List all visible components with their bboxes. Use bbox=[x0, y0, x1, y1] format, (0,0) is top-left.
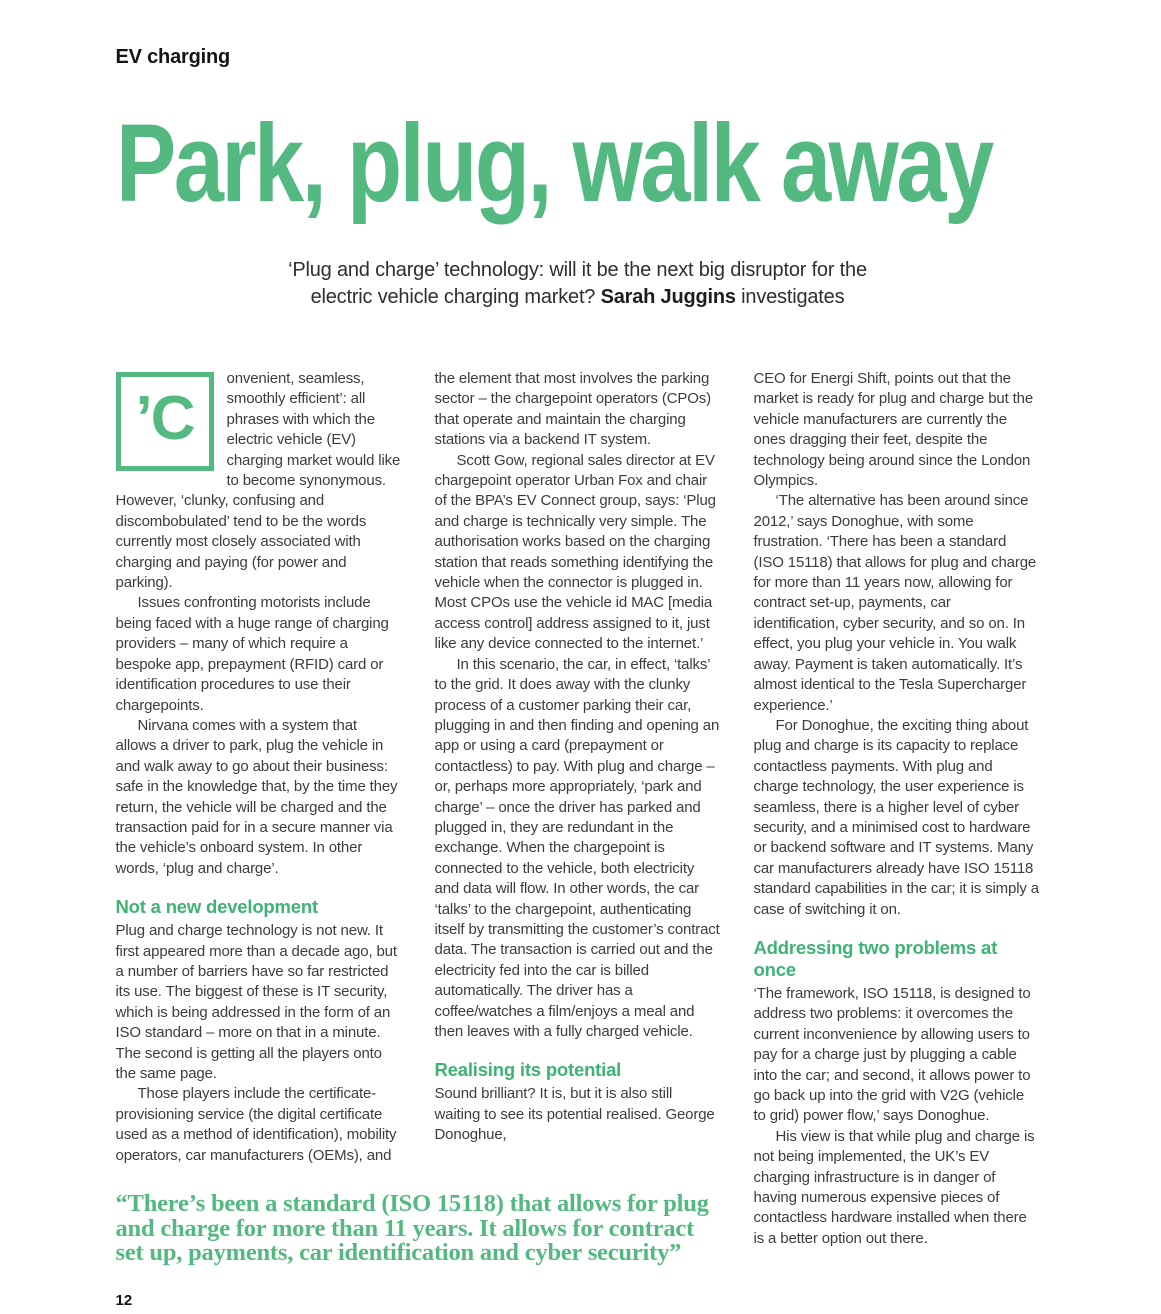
column-1 bbox=[116, 369, 402, 1166]
article-body bbox=[116, 369, 1040, 1309]
standfirst-line2-pre: electric vehicle charging market? bbox=[310, 286, 601, 308]
headline: Park, plug, walk away bbox=[115, 102, 992, 225]
columns-1-2 bbox=[116, 369, 721, 1166]
body-paragraph: Those players include the certificate-provisioning service (the digital certificate used as a method of identification), mobility operators, car manufacturers (OEMs), and bbox=[115, 1085, 397, 1164]
section-heading-realising-its-potential: Realising its potential bbox=[434, 1059, 622, 1081]
body-paragraph: Scott Gow, regional sales director at EV chargepoint operator Urban Fox and chair of the BPA’s EV Connect group, says: ‘Plug and charge is technically very simple. The authorisation works based on the charging station that reads something identifying the vehicle when the connector is plugged in. Most CPOs use the vehicle id MAC [media access control] address assigned to it, just like any device connected to the internet.’ bbox=[434, 451, 716, 653]
column-2 bbox=[435, 369, 721, 1166]
section-heading-not-a-new-development: Not a new development bbox=[115, 896, 318, 918]
body-paragraph bbox=[116, 369, 402, 593]
kicker: EV charging bbox=[115, 46, 230, 68]
pull-quote-line: set up, payments, car identification and cyber security” bbox=[115, 1239, 682, 1267]
body-paragraph: For Donoghue, the exciting thing about plug and charge is its capacity to replace contactless payments. With plug and charge technology, the user experience is seamless, there is a higher level of cyber security, and a minimised cost to hardware or backend software and IT systems. Many car manufacturers already have ISO 15118 standard capabilities in the car; it is simply a case of switching it on. bbox=[753, 716, 1039, 918]
body-paragraph: In this scenario, the car, in effect, ‘talks’ to the grid. It does away with the clunky process of a customer parking their car, plugging in and then finding and opening an app or using a card (prepayment or contactless) to pay. With plug and charge – or, perhaps more appropriately, ‘park and charge’ – once the driver has parked and plugged in, they are redundant in the exchange. When the chargepoint is connected to the vehicle, both electricity and data will flow. In other words, the car ‘talks’ to the chargepoint, authenticating itself by transmitting the customer’s contract data. The transaction is carried out and the electricity fed into the car is billed automatically. The driver has a coffee/watches a film/enjoys a meal and then leaves with a fully charged vehicle. bbox=[434, 655, 720, 1040]
left-zone bbox=[116, 369, 721, 1309]
page-number: 12 bbox=[115, 1291, 133, 1309]
standfirst bbox=[116, 257, 1040, 311]
body-paragraph: CEO for Energi Shift, points out that the market is ready for plug and charge but the vehicle manufacturers are currently the ones dragging their feet, despite the technology being around since the London Olympics. bbox=[753, 370, 1034, 490]
body-paragraph: Sound brilliant? It is, but it is also still waiting to see its potential realised. George Donoghue, bbox=[434, 1085, 715, 1144]
body-paragraph: Nirvana comes with a system that allows a driver to park, plug the vehicle in and walk away to go about their business: safe in the knowledge that, by the time they return, the vehicle will be charged and the transaction paid for in a secure manner via the vehicle’s onboard system. In other words, ‘plug and charge’. bbox=[115, 716, 398, 877]
body-paragraph: ‘The alternative has been around since 2012,’ says Donoghue, with some frustration. ‘There has been a standard (ISO 15118) that allows for plug and charge for more than 11 years now, allowing for contract set-up, payments, car identification, cyber security, and so on. In effect, you plug your vehicle in. You walk away. Payment is taken automatically. It’s almost identical to the Tesla Supercharger experience.’ bbox=[753, 492, 1037, 714]
headline-wrap bbox=[115, 102, 1040, 225]
section-heading-addressing-two-problems: Addressing two problems at once bbox=[753, 936, 998, 980]
column-3 bbox=[754, 369, 1040, 1309]
author-name: Sarah Juggins bbox=[600, 286, 736, 308]
body-paragraph: the element that most involves the parking sector – the chargepoint operators (CPOs) that operate and maintain the charging stations via a backend IT system. bbox=[434, 370, 711, 449]
pull-quote bbox=[116, 1192, 741, 1266]
pull-quote-line: “There’s been a standard (ISO 15118) that allows for plug bbox=[115, 1190, 709, 1218]
standfirst-line2-post: investigates bbox=[735, 286, 845, 308]
body-paragraph: His view is that while plug and charge is not being implemented, the UK’s EV charging infrastructure is in danger of having numerous expensive pieces of contactless hardware installed when there is a better option out there. bbox=[753, 1127, 1035, 1247]
drop-cap: ’C bbox=[135, 383, 194, 453]
magazine-page bbox=[69, 46, 1093, 1314]
pull-quote-line: and charge for more than 11 years. It allows for contract bbox=[115, 1214, 695, 1242]
body-paragraph: Plug and charge technology is not new. It first appeared more than a decade ago, but a number of barriers have so far restricted its use. The biggest of these is IT security, which is being addressed in the form of an ISO standard – more on that in a minute. The second is getting all the players onto the same page. bbox=[115, 922, 397, 1082]
body-paragraph: Issues confronting motorists include being faced with a huge range of charging providers – many of which require a bespoke app, prepayment (RFID) card or identification procedures to use their chargepoints. bbox=[115, 594, 389, 714]
standfirst-line1: ‘Plug and charge’ technology: will it be the next big disruptor for the bbox=[288, 259, 867, 281]
paragraph-text: onvenient, seamless, smoothly efficient’: all phrases with which the electric vehicle (EV) charging market would like to become synonymous. However, ‘clunky, confusing and discombobulated’ tend to be the words currently most closely associated with charging and paying (for power and parking). bbox=[115, 370, 401, 592]
drop-cap-box bbox=[116, 372, 214, 471]
body-paragraph: ‘The framework, ISO 15118, is designed to address two problems: it overcomes the current inconvenience by allowing users to pay for a charge just by plugging a cable into the car; and second, it allows power to go back up into the grid with V2G (vehicle to grid) power flow,’ says Donoghue. bbox=[753, 984, 1031, 1125]
